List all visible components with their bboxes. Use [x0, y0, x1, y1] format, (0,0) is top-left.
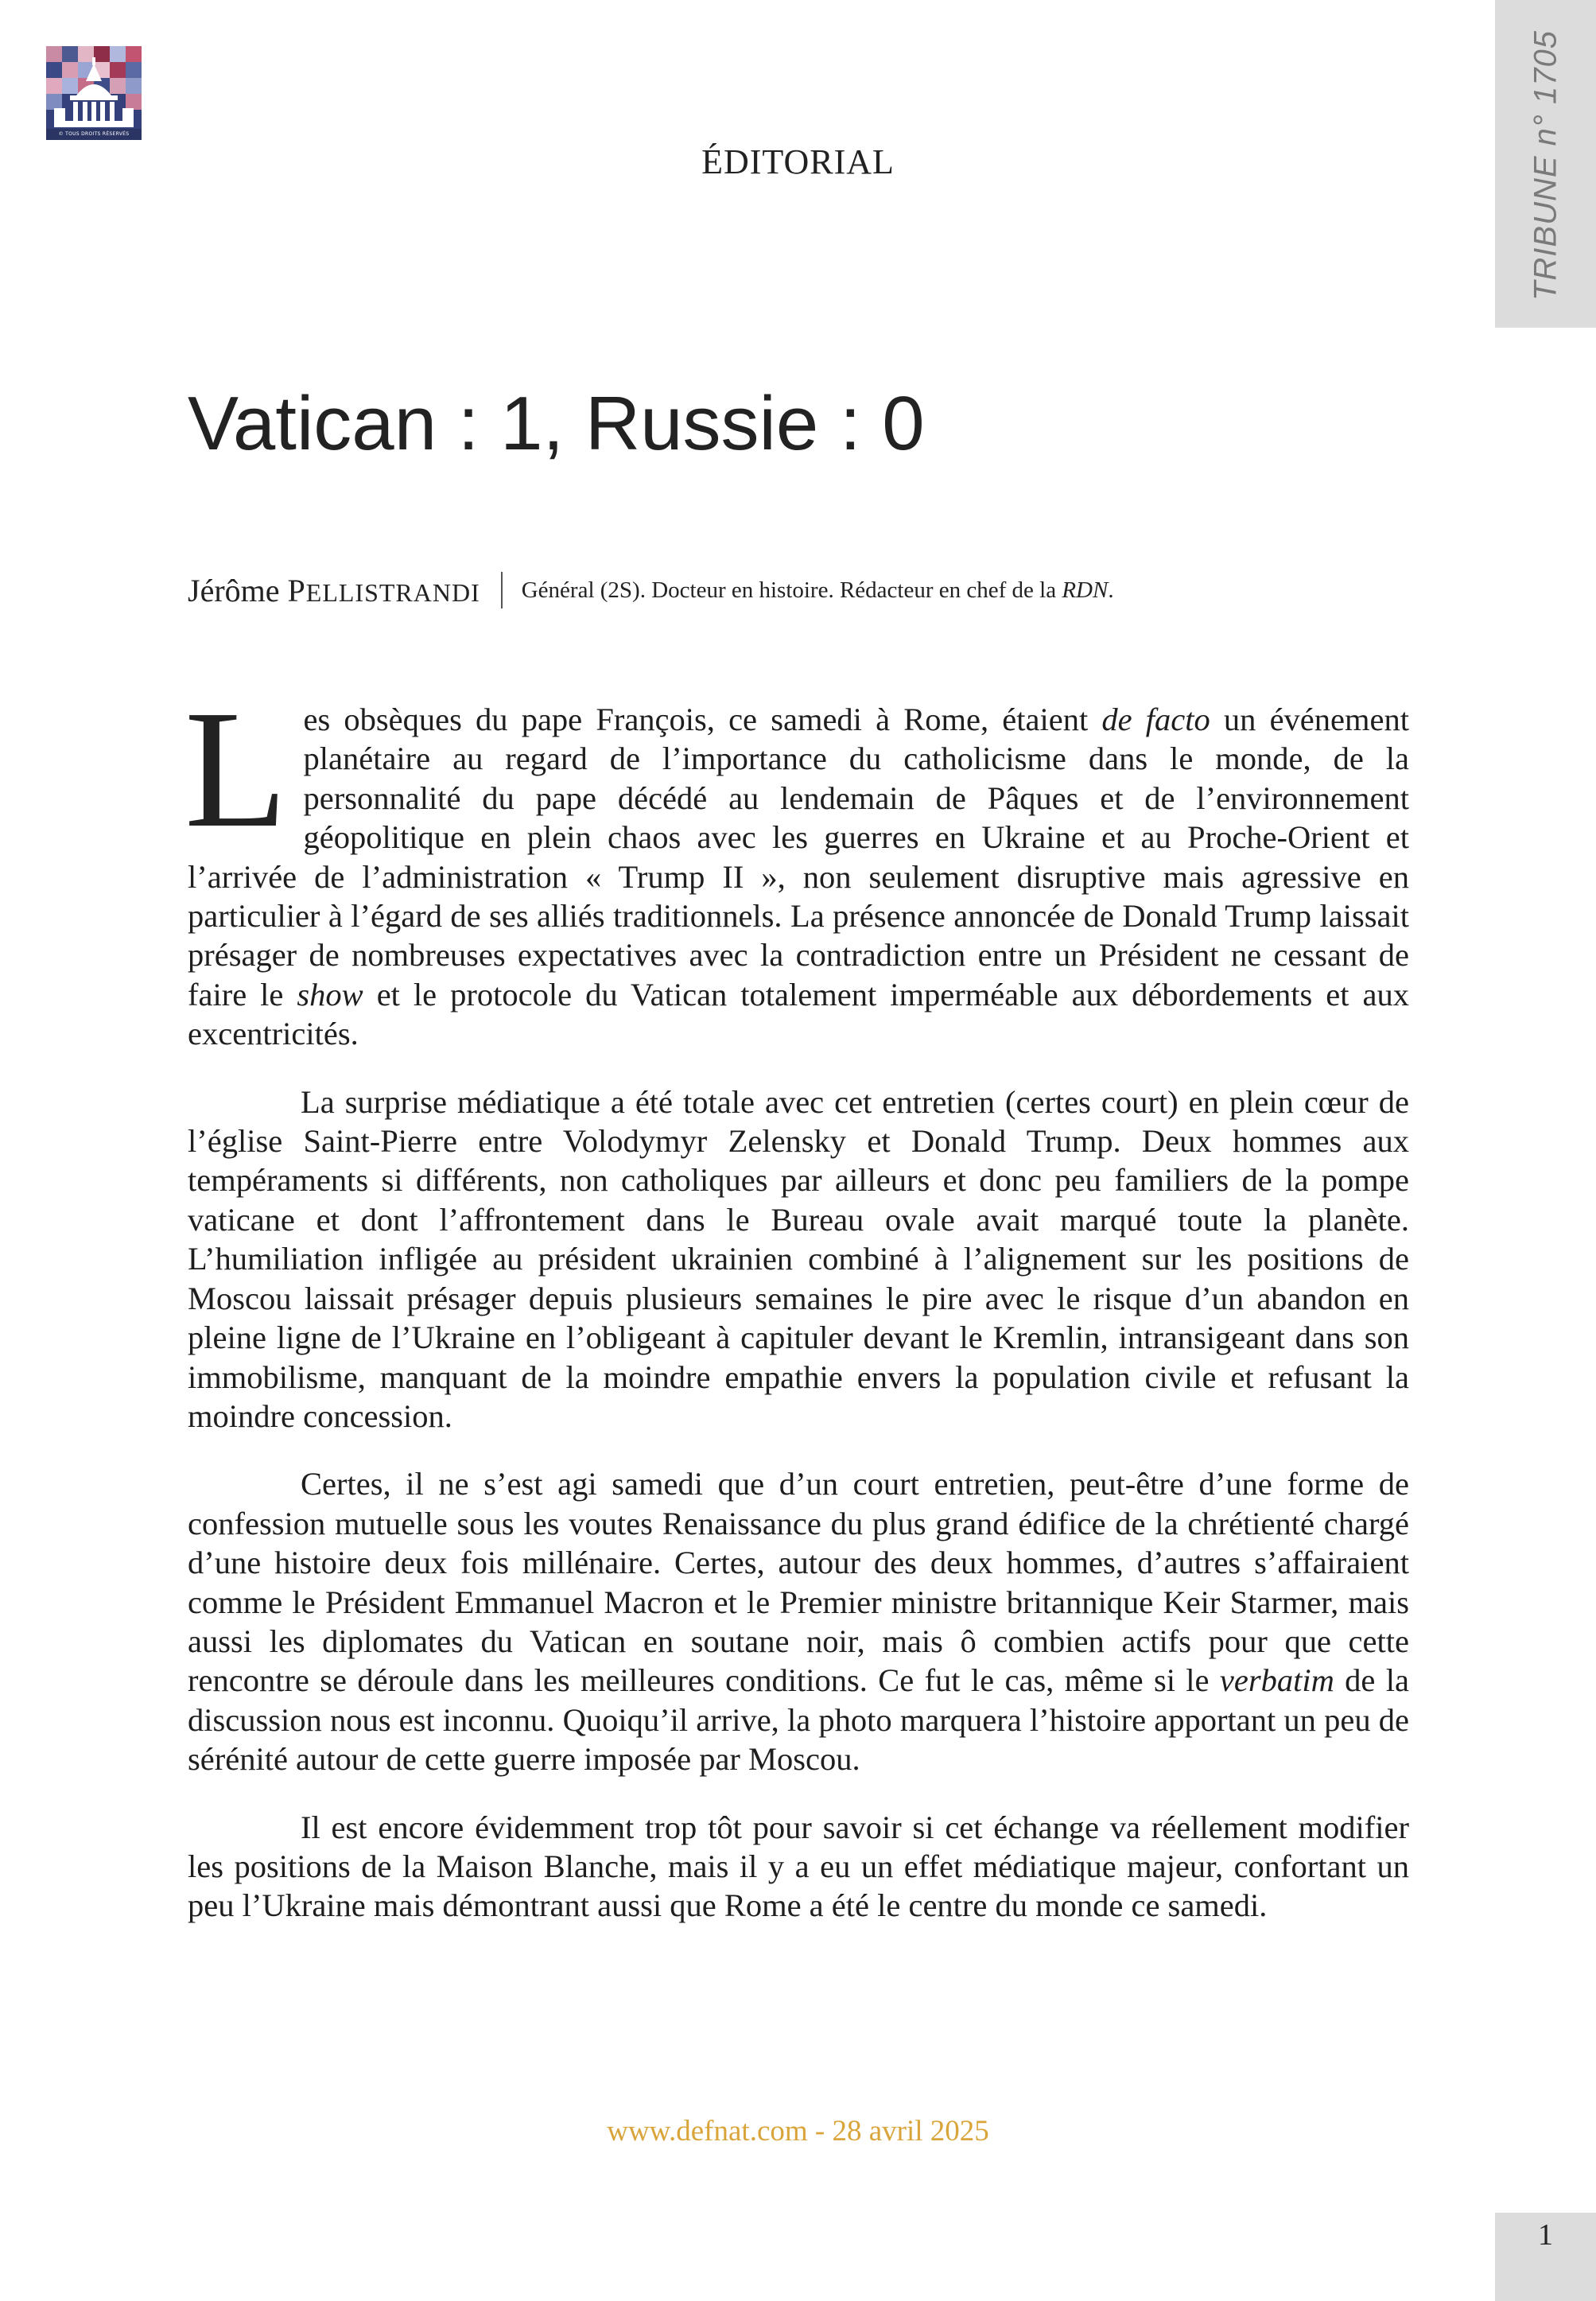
author-description-end: .	[1108, 577, 1114, 603]
paragraph-1-text-c: et le protocole du Vatican totalement imperméable aux débordements et aux excentricités.	[188, 976, 1409, 1052]
paragraph-3	[188, 1464, 1409, 1778]
article-body	[184, 675, 1409, 1954]
paragraph-3-text-a: Certes, il ne s’est agi samedi que d’un court entretien, peut-être d’une forme de confession mutuelle sous les voutes Renaissance du plus grand édifice de la chrétienté chargé d’une histoire deux fois millénaire. Certes, autour des deux hommes, d’autres s’affairaient comme le Président Emmanuel Macron et le Premier ministre britannique Keir Starmer, mais aussi les diplomates du Vatican en soutane noir, mais ô combien actifs pour que cette rencontre se déroule dans les meilleures conditions. Ce fut le cas, même si le	[188, 1466, 1409, 1699]
publication-logo	[46, 46, 142, 140]
drop-cap: L	[184, 675, 288, 862]
logo-caption: © TOUS DROITS RÉSERVÉS	[46, 129, 142, 140]
paragraph-1-emphasis-b: show	[297, 976, 363, 1013]
byline-separator	[501, 572, 503, 608]
author-first-name: Jérôme	[188, 572, 280, 608]
article-title: Vatican : 1, Russie : 0	[188, 381, 925, 466]
author-description-text: Général (2S). Docteur en histoire. Rédacteur en chef de la	[521, 577, 1062, 603]
author-description-emphasis: RDN	[1062, 577, 1109, 603]
section-label: ÉDITORIAL	[701, 142, 895, 181]
tribune-number: TRIBUNE n° 1705	[1528, 29, 1563, 301]
building-mosaic-icon	[46, 46, 142, 140]
paragraph-1	[184, 675, 1409, 1054]
paragraph-1-emphasis-a: de facto	[1101, 702, 1210, 737]
author-last-name: PELLISTRANDI	[287, 572, 480, 608]
paragraph-1-text-b: un événement planétaire au regard de l’importance du catholicisme dans le monde, de la personnalité du pape décédé au lendemain de Pâques et de l’environnement géopolitique en plein chaos avec les guerres en Ukraine et au Proche-Orient et l’arrivée de l’administration « Trump II », non seulement disruptive mais agressive en particulier à l’égard de ses alliés traditionnels. La présence annoncée de Donald Trump laissait présager de nombreuses expectatives avec la contradiction entre un Président ne cessant de faire le	[188, 702, 1409, 1013]
paragraph-3-emphasis: verbatim	[1219, 1662, 1334, 1699]
byline	[188, 568, 1114, 612]
paragraph-2: La surprise médiatique a été totale avec cet entretien (certes court) en plein cœur de l’église Saint-Pierre entre Volodymyr Zelensky et Donald Trump. Deux hommes aux tempéraments si différents, non catholiques par ailleurs et donc peu familiers de la pompe vaticane et dont l’affrontement dans le Bureau ovale avait marqué toute la planète. L’humiliation infligée au président ukrainien combiné à l’alignement sur les positions de Moscou laissait présager depuis plusieurs semaines le pire avec le risque d’un abandon en pleine ligne de l’Ukraine en l’obligeant à capituler devant le Kremlin, intransigeant dans son immobilisme, manquant de la moindre empathie envers la population civile et refusant la moindre concession.	[188, 1083, 1409, 1434]
author-description	[522, 577, 1114, 604]
author-name	[188, 572, 480, 609]
page-number: 1	[1538, 2218, 1553, 2252]
paragraph-4: Il est encore évidemment trop tôt pour savoir si cet échange va réellement modifier les positions de la Maison Blanche, mais il y a eu un effet médiatique majeur, confortant un peu l’Ukraine mais démontrant aussi que Rome a été le centre du monde ce samedi.	[188, 1809, 1409, 1924]
paragraph-1-text-a: es obsèques du pape François, ce samedi à Rome, étaient	[303, 702, 1102, 737]
footer-site-date: www.defnat.com - 28 avril 2025	[607, 2115, 989, 2147]
paragraph-3-text-b: de la discussion nous est inconnu. Quoiqu’il arrive, la photo marquera l’histoire apportant un peu de sérénité autour de cette guerre imposée par Moscou.	[188, 1662, 1409, 1778]
